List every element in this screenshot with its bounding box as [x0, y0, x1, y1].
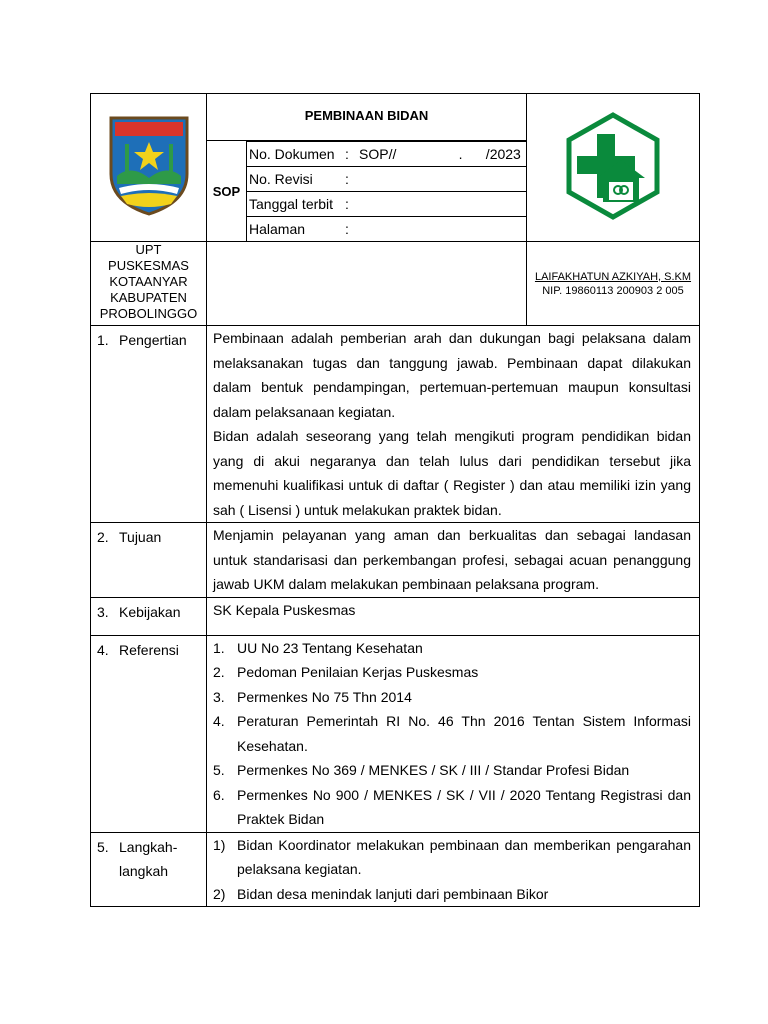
section-title-cont: langkah — [119, 863, 169, 879]
list-item — [213, 660, 691, 685]
section-label-referensi — [91, 635, 207, 832]
section-number: 4. — [97, 641, 109, 658]
list-text: Bidan Koordinator melakukan pembinaan dan memberikan pengarahan pelaksana kegiatan. — [237, 836, 691, 877]
list-item — [213, 882, 691, 907]
list-text: Peraturan Pemerintah RI No. 46 Thn 2016 Tentan Sistem Informasi Kesehatan. — [237, 713, 691, 754]
langkah-content — [207, 832, 700, 907]
list-number: 4. — [213, 713, 225, 729]
section-title: Kebijakan — [119, 603, 181, 620]
list-text: UU No 23 Tentang Kesehatan — [237, 639, 423, 656]
list-text: Bidan desa menindak lanjuti dari pembinaan Bikor — [237, 885, 549, 902]
meta-row — [247, 142, 526, 167]
puskesmas-logo-cell — [527, 94, 700, 242]
paragraph: Bidan adalah seseorang yang telah mengikuti program pendidikan bidan yang di akui negaranya dan telah lulus dari pendidikan tersebut jika memenuhi kualifikasi untuk di daftar ( Register ) dan atau memiliki izin yang sah ( Lisensi ) untuk melakukan praktek bidan. — [213, 428, 691, 518]
section-number: 2. — [97, 529, 109, 545]
meta-separator: : — [345, 192, 359, 217]
meta-label: No. Revisi — [247, 167, 345, 192]
section-number: 5. — [97, 838, 109, 855]
meta-value — [359, 167, 526, 192]
list-number: 2) — [213, 885, 226, 902]
meta-separator: : — [345, 217, 359, 242]
list-number: 5. — [213, 762, 225, 778]
document-title: PEMBINAAN BIDAN — [207, 94, 527, 141]
sop-document-table — [90, 93, 700, 907]
paragraph: Pembinaan adalah pemberian arah dan dukungan bagi pelaksana dalam melaksanakan tugas dan tanggung jawab. Pembinaan dapat dilakukan dalam bentuk pendampingan, pertemuan-pertemuan maupun konsultasi dalam pelaksanaan kegiatan. — [213, 330, 691, 420]
empty-cell — [207, 242, 527, 326]
crest-cell — [91, 94, 207, 242]
list-number: 3. — [213, 688, 225, 705]
list-text: Permenkes No 369 / MENKES / SK / III / Standar Profesi Bidan — [237, 762, 630, 778]
signer-name: LAIFAKHATUN AZKIYAH, S.KM — [534, 270, 692, 283]
meta-label: Halaman — [247, 217, 345, 242]
section-label-kebijakan — [91, 597, 207, 635]
list-text: Pedoman Penilaian Kerjas Puskesmas — [237, 664, 479, 680]
document-meta — [247, 141, 527, 242]
list-item — [213, 783, 691, 832]
list-item — [213, 833, 691, 882]
list-item — [213, 709, 691, 758]
org-line: KOTAANYAR — [109, 274, 188, 289]
meta-value — [359, 192, 526, 217]
sop-label: SOP — [207, 141, 247, 242]
signer-block — [527, 242, 700, 326]
puskesmas-logo-icon — [563, 112, 663, 220]
list-number: 6. — [213, 786, 225, 803]
section-title: Langkah- — [119, 838, 178, 855]
section-label-langkah — [91, 832, 207, 907]
meta-row — [247, 192, 526, 217]
section-title: Referensi — [119, 641, 179, 658]
organization-name — [91, 242, 207, 326]
list-number: 2. — [213, 664, 225, 680]
list-item — [213, 758, 691, 783]
list-number: 1) — [213, 836, 226, 853]
org-line: KABUPATEN — [110, 290, 187, 305]
org-line: PROBOLINGGO — [99, 306, 198, 321]
referensi-content — [207, 635, 700, 832]
paragraph: SK Kepala Puskesmas — [213, 601, 356, 618]
section-title: Pengertian — [119, 332, 187, 348]
list-item — [213, 636, 691, 661]
meta-separator: : — [345, 167, 359, 192]
section-number: 1. — [97, 332, 109, 348]
kebijakan-content — [207, 597, 700, 635]
section-title: Tujuan — [119, 529, 162, 545]
list-text: Permenkes No 75 Thn 2014 — [237, 688, 412, 705]
meta-value — [359, 217, 526, 242]
meta-row — [247, 217, 526, 242]
signer-nip: NIP. 19860113 200903 2 005 — [542, 284, 684, 297]
tujuan-content — [207, 523, 700, 598]
meta-value: SOP// . /2023 — [359, 142, 526, 167]
section-label-tujuan — [91, 523, 207, 598]
meta-row — [247, 167, 526, 192]
pengertian-content — [207, 326, 700, 523]
meta-table — [247, 141, 526, 241]
paragraph: Menjamin pelayanan yang aman dan berkualitas dan sebagai landasan untuk standarisasi dan perkembangan profesi, sebagai acuan penanggung jawab UKM dalam melakukan pembinaan pelaksana program. — [213, 527, 691, 592]
list-number: 1. — [213, 639, 225, 656]
meta-label: No. Dokumen — [247, 142, 345, 167]
section-label-pengertian — [91, 326, 207, 523]
list-item — [213, 685, 691, 710]
section-number: 3. — [97, 603, 109, 620]
org-line: PUSKESMAS — [108, 258, 189, 273]
regency-crest-icon — [107, 114, 191, 218]
meta-label: Tanggal terbit — [247, 192, 345, 217]
meta-separator: : — [345, 142, 359, 167]
list-text: Permenkes No 900 / MENKES / SK / VII / 2020 Tentang Registrasi dan Praktek Bidan — [237, 786, 691, 827]
org-line: UPT — [135, 242, 162, 257]
